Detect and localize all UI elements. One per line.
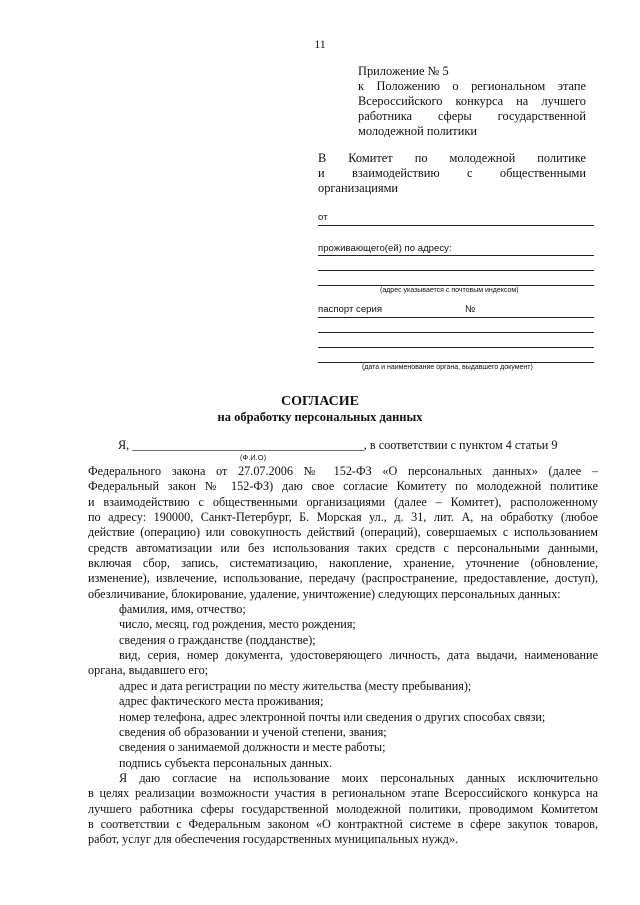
issuer-caption: (дата и наименование органа, выдавшего документ) xyxy=(362,364,533,371)
consent-body xyxy=(88,464,598,848)
data-item: адрес и дата регистрации по месту жительства (месту пребывания); xyxy=(119,678,472,693)
addressee-block xyxy=(318,151,586,196)
address-caption: (адрес указывается с почтовым индексом) xyxy=(380,287,519,294)
paragraph-line: работ, услуг для обеспечения государственных муниципальных нужд». xyxy=(88,832,459,847)
addressee-line: В Комитет по молодежной политике xyxy=(318,151,586,165)
from-line[interactable] xyxy=(318,225,594,226)
appendix-line: к Положению о региональном этапе xyxy=(358,79,586,93)
paragraph-line: по адресу: 190000, Санкт-Петербург, Б. Морская ул., д. 31, лит. А, на обработку (любое xyxy=(88,510,598,525)
data-item: сведения об образовании и ученой степени, звания; xyxy=(119,724,387,739)
issuer-line[interactable] xyxy=(318,332,594,333)
paragraph-line: Я даю согласие на использование моих персональных данных исключительно xyxy=(119,770,598,785)
intro-line xyxy=(118,438,557,453)
intro-suffix: , в соответствии с пунктом 4 статьи 9 xyxy=(363,438,558,452)
address-line[interactable] xyxy=(318,270,594,271)
appendix-block xyxy=(358,64,586,139)
data-item: сведения о занимаемой должности и месте работы; xyxy=(119,740,386,755)
appendix-line: Всероссийского конкурса на лучшего xyxy=(358,94,586,108)
data-item: число, месяц, год рождения, место рождения; xyxy=(119,617,356,632)
address-line[interactable] xyxy=(318,285,594,286)
paragraph-line: Федерального закона от 27.07.2006 № 152-ФЗ «О персональных данных» (далее – xyxy=(88,464,598,478)
data-item: подпись субъекта персональных данных. xyxy=(119,755,333,770)
paragraph-line: обезличивание, блокирование, удаление, уничтожение) следующих персональных данных: xyxy=(88,586,561,601)
paragraph-line: средств автоматизации или без использования таких средств с персональными данными, xyxy=(88,540,598,555)
appendix-line: молодежной политики xyxy=(358,124,477,138)
addressee-line: и взаимодействию с общественными xyxy=(318,166,586,180)
paragraph-line: в целях реализации возможности участия в региональном этапе Всероссийского конкурса на xyxy=(88,786,598,801)
document-title: СОГЛАСИЕ xyxy=(281,394,359,409)
from-label: от xyxy=(318,212,328,223)
passport-number-label: № xyxy=(465,304,476,315)
page-number: 11 xyxy=(314,37,326,51)
data-item: вид, серия, номер документа, удостоверяющего личность, дата выдачи, наименование xyxy=(119,648,598,663)
data-item: органа, выдавшего его; xyxy=(88,663,209,678)
passport-line[interactable] xyxy=(318,317,594,318)
appendix-line: Приложение № 5 xyxy=(358,64,449,78)
issuer-line[interactable] xyxy=(318,347,594,348)
paragraph-line: в соответствии с Федеральным законом «О контрактной системе в сфере закупок товаров, xyxy=(88,816,598,831)
intro-prefix: Я, xyxy=(118,438,130,452)
fio-caption: (Ф.И.О) xyxy=(240,453,267,462)
paragraph-line: и взаимодействию с общественными организациями (далее – Комитет), расположенному xyxy=(88,494,598,509)
passport-series-label: паспорт серия xyxy=(318,304,383,315)
document-subtitle: на обработку персональных данных xyxy=(217,410,423,424)
data-item: адрес фактического места проживания; xyxy=(119,694,324,709)
addressee-line: организациями xyxy=(318,181,399,195)
data-item: сведения о гражданстве (подданстве); xyxy=(119,632,316,647)
appendix-line: работника сферы государственной xyxy=(358,109,586,123)
paragraph-line: изменение), извлечение, использование, передачу (распространение, предоставление, доступ), xyxy=(88,571,598,586)
paragraph-line: Федеральный закон № 152-ФЗ) даю свое согласие Комитету по молодежной политике xyxy=(88,479,598,494)
paragraph-line: включая сбор, запись, систематизацию, накопление, хранение, уточнение (обновление, xyxy=(88,556,598,571)
issuer-line[interactable] xyxy=(318,362,594,363)
paragraph-line: лучшего работника сферы государственной молодежной политики, проводимом Комитетом xyxy=(88,801,598,816)
data-item: номер телефона, адрес электронной почты или сведения о других способах связи; xyxy=(119,709,546,724)
fio-blank[interactable]: ______________________________________ xyxy=(132,438,364,452)
paragraph-line: действие (операцию) или совокупность действий (операций), совершаемых с использованием xyxy=(88,525,598,540)
address-line[interactable] xyxy=(318,255,594,256)
data-item: фамилия, имя, отчество; xyxy=(119,602,246,617)
residing-label: проживающего(ей) по адресу: xyxy=(318,243,452,254)
